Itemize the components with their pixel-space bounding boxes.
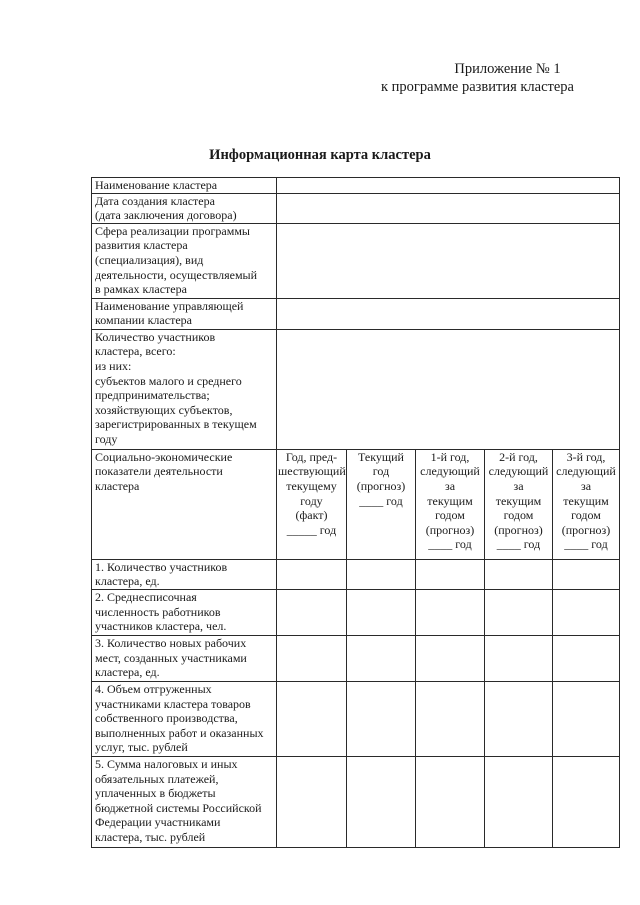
cell-line: следующий	[488, 464, 549, 479]
annex-reference: к программе развития кластера	[381, 79, 574, 95]
cell-line: 1. Количество участников	[95, 559, 228, 574]
indicator-value-cell[interactable]	[553, 589, 620, 635]
cell-line: в рамках кластера	[95, 282, 187, 297]
indicator-value-cell[interactable]	[485, 635, 553, 681]
cell-line: следующий	[556, 464, 616, 479]
cell-line: годом	[503, 508, 534, 523]
annex-number: Приложение № 1	[454, 61, 561, 77]
cell-line: услуг, тыс. рублей	[95, 740, 188, 755]
cell-line: текущим	[495, 493, 542, 508]
indicator-value-cell[interactable]	[553, 756, 620, 847]
cell-line: Наименование управляющей	[95, 298, 244, 313]
cell-line: кластера, ед.	[95, 665, 160, 680]
cell-line: Количество участников	[95, 329, 216, 344]
indicator-value-cell[interactable]	[277, 559, 347, 589]
info-label-cell	[92, 223, 277, 298]
info-row	[92, 298, 620, 329]
cell-line: субъектов малого и среднего	[95, 373, 242, 388]
indicator-value-cell[interactable]	[485, 559, 553, 589]
info-label-cell	[92, 298, 277, 329]
indicator-value-cell[interactable]	[553, 681, 620, 756]
indicator-row	[92, 559, 620, 589]
indicator-value-cell[interactable]	[416, 635, 485, 681]
indicator-value-cell[interactable]	[277, 756, 347, 847]
indicator-value-cell[interactable]	[485, 589, 553, 635]
cell-line: ____ год	[564, 537, 608, 552]
cell-line: предпринимательства;	[95, 388, 210, 403]
indicator-row	[92, 635, 620, 681]
cell-line: _____ год	[286, 522, 337, 537]
info-value-cell[interactable]	[277, 223, 620, 298]
cell-line: ____ год	[428, 537, 472, 552]
indicator-row	[92, 681, 620, 756]
info-row	[92, 178, 620, 194]
info-value-cell[interactable]	[277, 193, 620, 223]
cell-line: 3-й год,	[566, 449, 606, 464]
cell-line: год	[372, 464, 390, 479]
indicator-value-cell[interactable]	[277, 589, 347, 635]
cell-line: Сфера реализации программы	[95, 223, 250, 238]
indicators-header-row	[92, 449, 620, 559]
cell-line: (прогноз)	[494, 522, 543, 537]
indicator-value-cell[interactable]	[553, 635, 620, 681]
indicator-label-cell	[92, 756, 277, 847]
indicator-value-cell[interactable]	[416, 589, 485, 635]
cell-line: (прогноз)	[425, 522, 475, 537]
info-value-cell[interactable]	[277, 178, 620, 194]
cell-line: 2. Среднесписочная	[95, 589, 197, 604]
cell-line: (дата заключения договора)	[95, 208, 237, 223]
cell-line: показатели деятельности	[95, 464, 223, 479]
cell-line: (специализация), вид	[95, 252, 204, 267]
info-label-cell	[92, 178, 277, 194]
cell-line: Текущий	[358, 449, 404, 464]
cell-line: текущим	[427, 493, 473, 508]
info-row	[92, 193, 620, 223]
cell-line: 3. Количество новых рабочих	[95, 635, 247, 650]
indicator-value-cell[interactable]	[277, 635, 347, 681]
cell-line: численность работников	[95, 604, 221, 619]
indicator-label-cell	[92, 589, 277, 635]
cell-line: участников кластера, чел.	[95, 619, 227, 634]
cell-line: 4. Объем отгруженных	[95, 681, 212, 696]
indicator-value-cell[interactable]	[416, 559, 485, 589]
info-label-cell	[92, 193, 277, 223]
cluster-info-table	[91, 177, 620, 848]
cell-line: кластера, всего:	[95, 344, 176, 359]
indicator-value-cell[interactable]	[347, 756, 416, 847]
annex-note	[381, 60, 574, 96]
indicator-value-cell[interactable]	[485, 756, 553, 847]
cell-line: собственного производства,	[95, 711, 238, 726]
info-value-cell[interactable]	[277, 329, 620, 449]
cell-line: шествующий	[278, 464, 346, 479]
cell-line: Федерации участниками	[95, 815, 221, 830]
info-row	[92, 223, 620, 298]
indicator-value-cell[interactable]	[553, 559, 620, 589]
indicator-label-cell	[92, 681, 277, 756]
cell-line: кластера, ед.	[95, 574, 160, 589]
indicator-value-cell[interactable]	[347, 559, 416, 589]
cell-line: бюджетной системы Российской	[95, 800, 262, 815]
cell-line: кластера	[95, 478, 140, 493]
cell-line: текущим	[563, 493, 609, 508]
cell-line: Социально-экономические	[95, 449, 233, 464]
cell-line: хозяйствующих субъектов,	[95, 402, 233, 417]
column-header-year-3	[553, 449, 620, 559]
cell-line: за	[580, 478, 592, 493]
indicator-value-cell[interactable]	[277, 681, 347, 756]
cell-line: за	[513, 478, 524, 493]
document-title: Информационная карта кластера	[209, 147, 431, 163]
indicator-value-cell[interactable]	[416, 681, 485, 756]
cell-line: годом	[571, 508, 601, 523]
cell-line: 2-й год,	[499, 449, 538, 464]
cell-line: кластера, тыс. рублей	[95, 829, 206, 844]
cell-line: зарегистрированных в текущем	[95, 417, 257, 432]
info-value-cell[interactable]	[277, 298, 620, 329]
cell-line: обязательных платежей,	[95, 771, 219, 786]
cell-line: (прогноз)	[356, 478, 406, 493]
cell-line: уплаченных в бюджеты	[95, 786, 216, 801]
cell-line: годом	[435, 508, 465, 523]
cell-line: текущему	[286, 478, 337, 493]
cell-line: (прогноз)	[561, 522, 611, 537]
cell-line: из них:	[95, 358, 132, 373]
cell-line: мест, созданных участниками	[95, 650, 247, 665]
column-header-prev-year	[277, 449, 347, 559]
cell-line: за	[444, 478, 456, 493]
indicator-label-cell	[92, 635, 277, 681]
cell-line: ____ год	[359, 493, 403, 508]
cell-line: развития кластера	[95, 238, 188, 253]
info-row	[92, 329, 620, 449]
column-header-year-1	[416, 449, 485, 559]
cell-line: компании кластера	[95, 313, 192, 328]
cell-line: выполненных работ и оказанных	[95, 725, 264, 740]
column-header-current-year	[347, 449, 416, 559]
info-label-cell	[92, 329, 277, 449]
indicator-value-cell[interactable]	[416, 756, 485, 847]
cell-line: 5. Сумма налоговых и иных	[95, 756, 238, 771]
cell-line: деятельности, осуществляемый	[95, 267, 258, 282]
indicator-value-cell[interactable]	[347, 635, 416, 681]
cell-line: Наименование кластера	[95, 178, 218, 192]
cell-line: году	[300, 493, 323, 508]
indicator-row	[92, 756, 620, 847]
cell-line: участниками кластера товаров	[95, 696, 251, 711]
cell-line: ____ год	[496, 537, 541, 552]
cell-line: году	[95, 431, 118, 446]
indicator-row	[92, 589, 620, 635]
cell-line: 1-й год,	[430, 449, 470, 464]
cell-line: следующий	[420, 464, 480, 479]
indicator-label-cell	[92, 559, 277, 589]
cell-line: Год, пред-	[285, 449, 338, 464]
indicator-value-cell[interactable]	[347, 589, 416, 635]
indicator-value-cell[interactable]	[485, 681, 553, 756]
column-header-year-2	[485, 449, 553, 559]
indicators-header-label	[92, 449, 277, 559]
indicator-value-cell[interactable]	[347, 681, 416, 756]
cell-line: Дата создания кластера	[95, 193, 215, 208]
cell-line: (факт)	[295, 508, 328, 523]
